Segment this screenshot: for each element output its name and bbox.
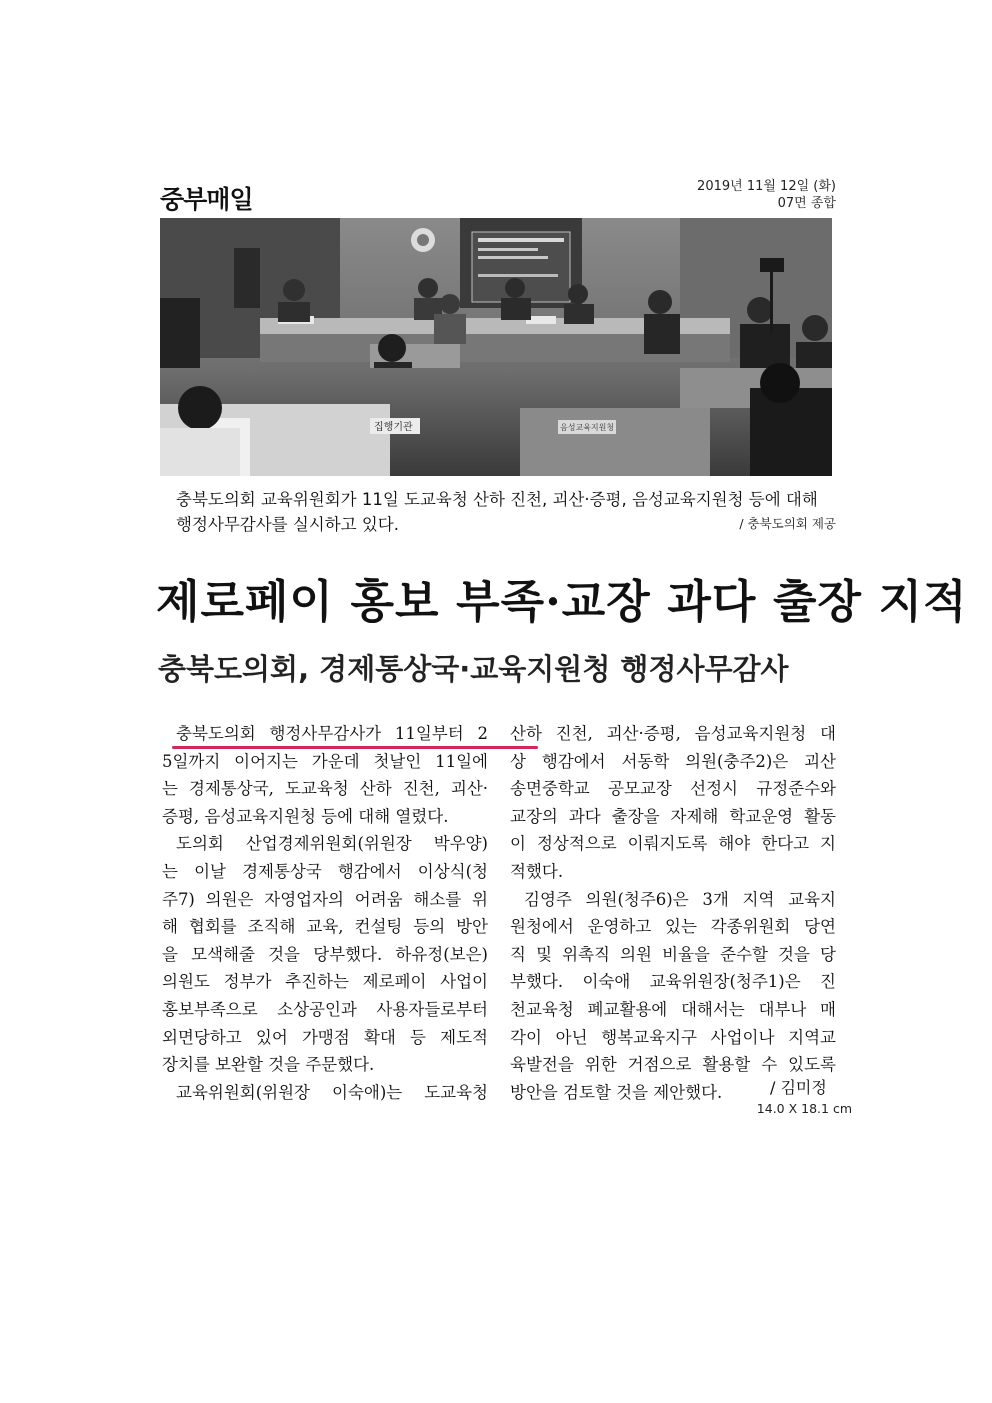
- council-meeting-photo: [160, 218, 832, 476]
- body-line: 직 및 위촉직 의원 비율을 준수할 것을 당: [510, 944, 836, 964]
- body-line: 천교육청 폐교활용에 대해서는 대부나 매: [510, 999, 836, 1019]
- body-line: 산하 진천, 괴산·증평, 음성교육지원청 대: [510, 724, 836, 743]
- photo-credit: / 충북도의회 제공: [739, 516, 836, 531]
- body-line: 방안을 검토할 것을 제안했다.: [510, 1082, 723, 1102]
- body-line: 교육위원회(위원장 이숙애)는 도교육청: [176, 1082, 488, 1102]
- body-line: 해 협회를 조직해 교육, 컨설팅 등의 방안: [162, 917, 488, 937]
- page-section: 07면 종합: [777, 196, 836, 211]
- body-line: 홍보부족으로 소상공인과 사용자들로부터: [162, 999, 488, 1019]
- dateline: [697, 178, 836, 212]
- body-line: 김영주 의원(청주6)은 3개 지역 교육지: [524, 889, 836, 909]
- body-line: 는 경제통상국, 도교육청 산하 진천, 괴산·: [162, 779, 488, 799]
- body-line: 외면당하고 있어 가맹점 확대 등 제도적: [162, 1027, 488, 1047]
- sign-office: 음성교육지원청: [560, 423, 615, 432]
- article-column-left: [162, 720, 488, 1106]
- headline: 제로페이 홍보 부족·교장 과다 출장 지적: [156, 575, 968, 628]
- body-line: 을 모색해줄 것을 당부했다. 하유정(보은): [162, 944, 488, 964]
- logo-text: 중부매일: [160, 185, 253, 214]
- body-line: 는 이날 경제통상국 행감에서 이상식(청: [162, 861, 488, 881]
- body-line: 증평, 음성교육지원청 등에 대해 열렸다.: [162, 806, 449, 826]
- body-line: 적했다.: [510, 861, 564, 881]
- body-line: 각이 아닌 행복교육지구 사업이나 지역교: [510, 1027, 836, 1047]
- body-line: 5일까지 이어지는 가운데 첫날인 11일에: [162, 751, 488, 771]
- body-line: 부했다. 이숙애 교육위원장(청주1)은 진: [510, 972, 836, 992]
- body-line: 장치를 보완할 것을 주문했다.: [162, 1055, 375, 1075]
- body-line: 주7) 의원은 자영업자의 어려움 해소를 위: [162, 889, 488, 909]
- body-line: 원청에서 운영하고 있는 각종위원회 당연: [510, 917, 836, 937]
- news-photo: [160, 218, 832, 476]
- body-line: 의원도 정부가 추진하는 제로페이 사업이: [162, 972, 488, 992]
- body-line: 송면중학교 공모교장 선정시 규정준수와: [510, 779, 836, 799]
- issue-date: 2019년 11월 12일 (화): [697, 179, 836, 194]
- body-line: 이 정상적으로 이뤄지도록 해야 한다고 지: [510, 834, 836, 854]
- body-line: 상 행감에서 서동학 의원(충주2)은 괴산: [510, 751, 836, 771]
- sign-executive: 집행기관: [374, 422, 413, 433]
- reporter-byline: / 김미정: [770, 1078, 827, 1097]
- subheadline: 충북도의회, 경제통상국·교육지원청 행정사무감사: [158, 652, 789, 686]
- clipping-size: 14.0 X 18.1 cm: [756, 1101, 852, 1116]
- article-column-right: [510, 720, 836, 1106]
- body-line: 육발전을 위한 거점으로 활용할 수 있도록: [510, 1055, 836, 1075]
- body-line: 충북도의회 행정사무감사가 11일부터 2: [176, 724, 488, 743]
- photo-caption: 충북도의회 교육위원회가 11일 도교육청 산하 진천, 괴산·증평, 음성교육지원청 등에 대해 행정사무감사를 실시하고 있다.: [176, 490, 818, 534]
- masthead: [160, 176, 840, 216]
- newspaper-logo: [160, 180, 253, 216]
- highlight-underline: [172, 746, 538, 749]
- body-line: 교장의 과다 출장을 자제해 학교운영 활동: [510, 806, 836, 826]
- body-line: 도의회 산업경제위원회(위원장 박우양): [176, 834, 488, 854]
